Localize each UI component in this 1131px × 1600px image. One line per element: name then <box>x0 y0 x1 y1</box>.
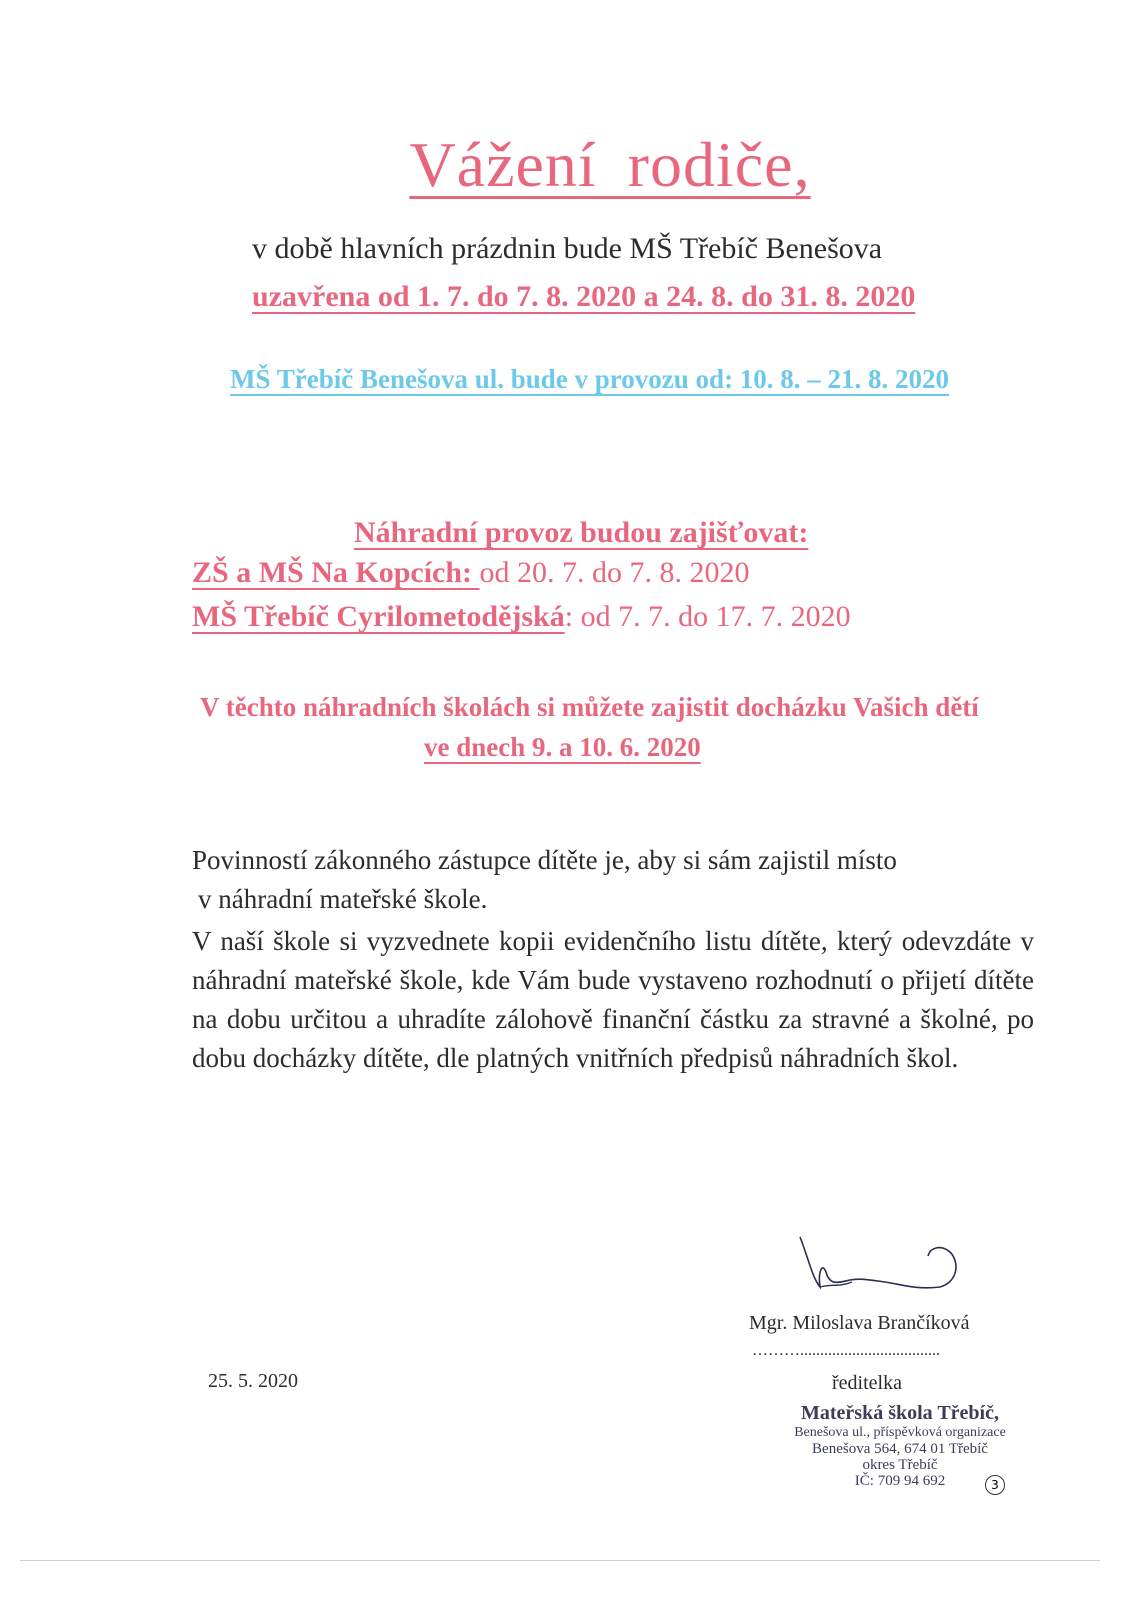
stamp-name: Mateřská škola Třebíč, <box>801 1402 999 1424</box>
body-line: v náhradní mateřské škole. <box>198 884 488 914</box>
signature-line: ………................................... <box>752 1342 940 1359</box>
attendance-dates: ve dnech 9. a 10. 6. 2020 <box>424 732 701 762</box>
replacement-row <box>192 600 851 634</box>
document-date: 25. 5. 2020 <box>208 1370 298 1392</box>
replacement-school-name: ZŠ a MŠ Na Kopcích: <box>192 556 480 589</box>
body-line: Povinností zákonného zástupce dítěte je, aby si sám zajistil místo <box>192 845 897 875</box>
replacement-dates: : od 7. 7. do 17. 7. 2020 <box>564 600 851 633</box>
replacement-school-name: MŠ Třebíč Cyrilometodějská <box>192 600 565 633</box>
signatory-role: ředitelka <box>832 1372 902 1394</box>
replacement-dates: od 20. 7. do 7. 8. 2020 <box>479 556 750 589</box>
page-edge-line <box>20 1560 1100 1561</box>
stamp-line: IČ: 709 94 692 <box>854 1473 946 1489</box>
operation-dates: MŠ Třebíč Benešova ul. bude v provozu od: 10. 8. – 21. 8. 2020 <box>230 364 950 394</box>
page-title: Vážení rodiče, <box>409 129 811 200</box>
signatory-name: Mgr. Miloslava Brančíková <box>749 1312 970 1334</box>
stamp-line: Benešova ul., příspěvková organizace <box>794 1425 1006 1440</box>
closure-dates: uzavřena od 1. 7. do 7. 8. 2020 a 24. 8. do 31. 8. 2020 <box>252 280 916 313</box>
body-paragraph: V naší škole si vyzvednete kopii evidenčního listu dítěte, který odevzdáte v náhradní mateřské škole, kde Vám bude vystaveno rozhodnutí o přijetí dítěte na dobu určitou a uhradíte zálohově finanční částku za stravné a školné, po dobu docházky dítěte, dle platných vnitřních předpisů náhradních škol. <box>192 926 1034 1073</box>
circled-number-mark: 3 <box>985 1475 1005 1495</box>
handwritten-signature <box>790 1232 970 1312</box>
stamp-line: okres Třebíč <box>862 1457 938 1473</box>
stamp-line: Benešova 564, 674 01 Třebíč <box>812 1441 988 1457</box>
replacement-row <box>192 556 750 590</box>
summer-notice: v době hlavních prázdnin bude MŠ Třebíč Benešova <box>252 232 883 265</box>
attendance-text: V těchto náhradních školách si můžete zajistit docházku Vašich dětí <box>200 692 979 722</box>
replacement-heading: Náhradní provoz budou zajišťovat: <box>354 516 809 549</box>
